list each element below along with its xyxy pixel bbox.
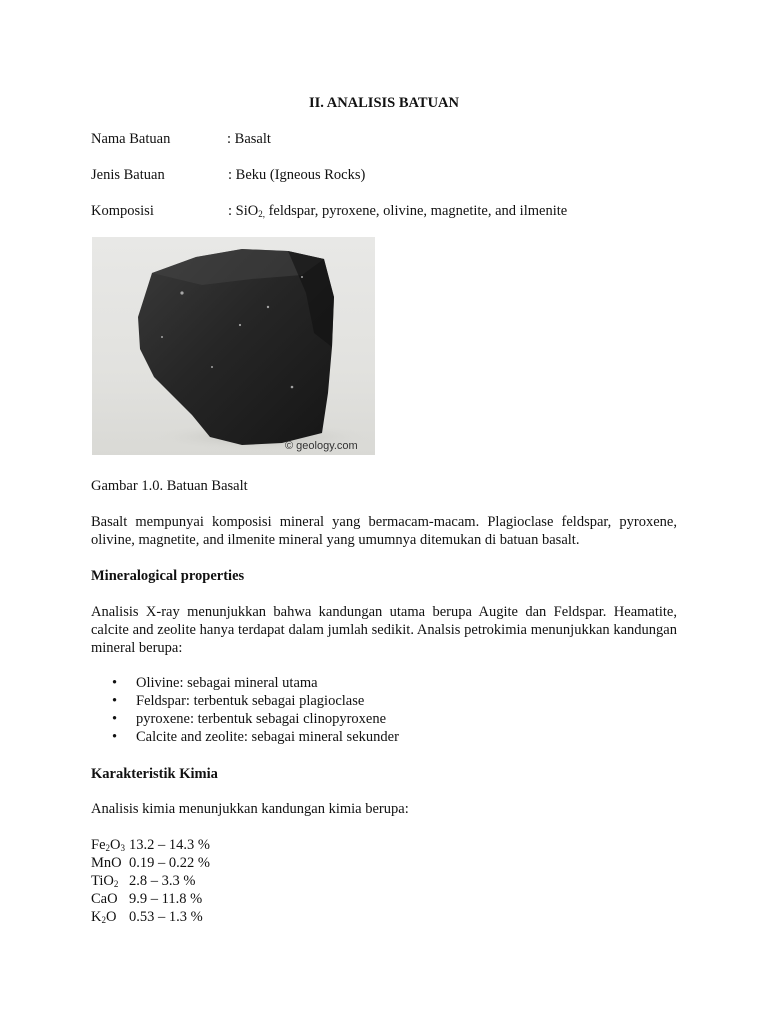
chemical-range: 0.53 – 1.3 % [129, 909, 203, 925]
list-item-text: Feldspar: terbentuk sebagai plagioclase [136, 693, 365, 709]
chemical-range: 0.19 – 0.22 % [129, 855, 210, 871]
paragraph-basalt-composition: Basalt mempunyai komposisi mineral yang bermacam-macam. Plagioclase feldspar, pyroxene, olivine, magnetite, and ilmenite mineral yang umumnya ditemukan di batuan basalt. [91, 514, 677, 548]
value-prefix: : SiO [228, 203, 259, 219]
value-rest: feldspar, pyroxene, olivine, magnetite, and ilmenite [264, 203, 568, 219]
list-item [91, 710, 399, 728]
list-item-text: Olivine: sebagai mineral utama [136, 675, 318, 691]
chemical-range: 13.2 – 14.3 % [129, 837, 210, 853]
watermark-text: © geology.com [285, 440, 358, 452]
field-jenis-batuan [91, 166, 691, 184]
chemistry-row [91, 890, 210, 908]
field-komposisi [91, 202, 691, 220]
paragraph-chemical-analysis: Analisis kimia menunjukkan kandungan kimia berupa: [91, 801, 409, 817]
heading-karakteristik-kimia: Karakteristik Kimia [91, 766, 218, 782]
list-item-text: Calcite and zeolite: sebagai mineral sekunder [136, 729, 399, 745]
list-item [91, 692, 399, 710]
field-value [228, 203, 567, 219]
list-item-text: pyroxene: terbentuk sebagai clinopyroxene [136, 711, 387, 727]
chemistry-list [91, 836, 210, 926]
subscript: 2, [258, 209, 265, 219]
chemical-formula: TiO$_2$ [91, 873, 119, 889]
bullet-icon: • [112, 675, 118, 691]
chemistry-row [91, 836, 210, 854]
list-item [91, 728, 399, 746]
mineral-list [91, 674, 399, 746]
chemical-formula: $K_2O$ [91, 909, 117, 925]
chemical-formula: CaO [91, 891, 118, 907]
field-label: Komposisi [91, 203, 154, 219]
list-item [91, 674, 399, 692]
bullet-icon: • [112, 693, 118, 709]
field-value: : Basalt [227, 131, 271, 147]
field-label: Nama Batuan [91, 131, 171, 147]
chemistry-row [91, 854, 210, 872]
chemical-range: 9.9 – 11.8 % [129, 891, 203, 907]
field-value: : Beku (Igneous Rocks) [228, 167, 366, 183]
heading-mineralogical-properties: Mineralogical properties [91, 568, 245, 584]
bullet-icon: • [112, 729, 118, 745]
chemical-range: 2.8 – 3.3 % [129, 873, 196, 889]
figure-caption: Gambar 1.0. Batuan Basalt [91, 478, 248, 494]
bullet-icon: • [112, 711, 118, 727]
chemical-formula: MnO [91, 855, 122, 871]
document-title: II. ANALISIS BATUAN [308, 95, 459, 111]
paragraph-xray-analysis: Analisis X-ray menunjukkan bahwa kandungan utama berupa Augite dan Feldspar. Heamatite, calcite and zeolite hanya terdapat dalam jumlah sedikit. Analsis petrokimia menunjukkan kandungan mineral berupa: [91, 604, 677, 656]
chemistry-row [91, 908, 210, 926]
field-label: Jenis Batuan [91, 167, 165, 183]
chemistry-row [91, 872, 210, 890]
chemical-formula: $Fe_2O_3$ [91, 837, 125, 853]
basalt-rock-image [92, 237, 375, 455]
field-nama-batuan [91, 130, 691, 148]
